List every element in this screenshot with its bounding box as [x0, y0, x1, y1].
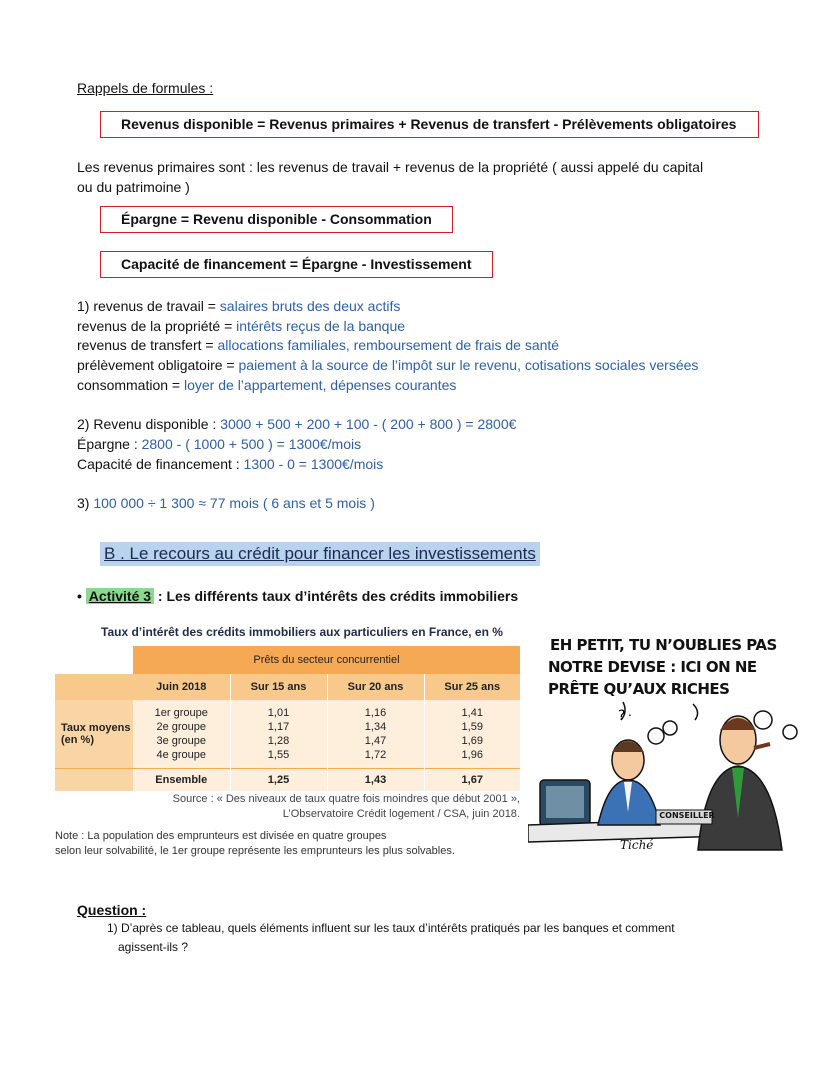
section-b-heading: B . Le recours au crédit pour financer les investissements — [100, 542, 540, 566]
total-cell: 1,43 — [327, 769, 424, 792]
group-label: 2e groupe — [156, 721, 207, 733]
group-label: 1er groupe — [154, 707, 208, 719]
answer-1-line — [77, 296, 400, 316]
table-cell: 1,17 — [267, 721, 290, 733]
table-cell: 1,47 — [364, 735, 387, 747]
table-cell: 1,16 — [364, 707, 387, 719]
table-cell: 1,55 — [267, 749, 290, 761]
answer-value: 3000 + 500 + 200 + 100 - ( 200 + 800 ) = 2800€ — [220, 416, 517, 432]
answer-label: revenus de la propriété = — [77, 318, 237, 334]
svg-text:.: . — [628, 705, 632, 719]
primary-income-text-1: Les revenus primaires sont : les revenus de travail + revenus de la propriété ( aussi appelé du capital — [77, 159, 704, 175]
row-header: Taux moyens (en %) — [55, 700, 133, 769]
question-1-line-1: 1) D’après ce tableau, quels éléments influent sur les taux d’intérêts pratiqués par les banques et comment — [107, 921, 675, 935]
activity-heading — [77, 586, 518, 606]
table-cell: 1,72 — [364, 749, 387, 761]
values-25 — [424, 700, 520, 769]
answer-value: allocations familiales, remboursement de frais de santé — [217, 337, 560, 353]
answer-value: paiement à la source de l’impôt sur le revenu, cotisations sociales versées — [238, 357, 699, 373]
formula-savings: Épargne = Revenu disponible - Consommation — [100, 206, 453, 233]
answer-value: 100 000 ÷ 1 300 ≈ 77 mois ( 6 ans et 5 mois ) — [93, 495, 375, 511]
activity-title: : Les différents taux d’intérêts des crédits immobiliers — [154, 588, 519, 604]
total-cell: 1,25 — [230, 769, 327, 792]
group-header: Prêts du secteur concurrentiel — [133, 646, 520, 674]
table-note — [55, 829, 455, 859]
answer-value: 2800 - ( 1000 + 500 ) = 1300€/mois — [141, 436, 362, 452]
group-labels — [133, 700, 230, 769]
table-cell: 1,41 — [461, 707, 483, 719]
formula-disposable-income: Revenus disponible = Revenus primaires + Revenus de transfert - Prélèvements obligatoires — [100, 111, 759, 138]
table-cell: 1,28 — [267, 735, 290, 747]
answer-2-line — [77, 454, 383, 474]
table-cell: 1,01 — [267, 707, 290, 719]
cartoon — [528, 630, 818, 862]
answer-label: Épargne : — [77, 436, 142, 452]
group-label: 4e groupe — [156, 749, 207, 761]
answer-1-line — [77, 355, 698, 375]
answer-1-line — [77, 375, 456, 395]
table-source — [120, 792, 520, 822]
bullet: • — [77, 588, 82, 604]
note-line: Note : La population des emprunteurs est divisée en quatre groupes — [55, 830, 387, 842]
answer-2-line — [77, 414, 516, 434]
table-cell: 1,34 — [364, 721, 387, 733]
formula-financing-capacity: Capacité de financement = Épargne - Investissement — [100, 251, 493, 278]
answer-label: 3) — [77, 495, 94, 511]
answer-label: 2) Revenu disponible : — [77, 416, 221, 432]
answer-label: prélèvement obligatoire = — [77, 357, 239, 373]
values-15 — [230, 700, 327, 769]
column-header: Sur 25 ans — [424, 674, 520, 700]
question-title: Question : — [77, 902, 147, 918]
answer-value: loyer de l’appartement, dépenses courantes — [184, 377, 457, 393]
table-corner — [55, 646, 133, 674]
activity-tag: Activité 3 — [86, 588, 154, 604]
answer-value: intérêts reçus de la banque — [236, 318, 406, 334]
total-cell: 1,67 — [424, 769, 520, 792]
answer-value: salaires bruts des deux actifs — [219, 298, 401, 314]
answer-1-line — [77, 335, 559, 355]
recall-title: Rappels de formules : — [77, 80, 214, 96]
row-header-empty — [55, 769, 133, 792]
svg-text:?: ? — [618, 708, 626, 724]
values-20 — [327, 700, 424, 769]
cartoon-drawing — [528, 700, 818, 860]
cartoon-speech-line: NOTRE DEVISE : ICI ON NE — [548, 658, 757, 676]
table-title: Taux d’intérêt des crédits immobiliers aux particuliers en France, en % — [101, 625, 503, 639]
total-label: Ensemble — [133, 769, 230, 792]
cartoon-signature: Tiché — [620, 838, 654, 852]
answer-3-line — [77, 493, 375, 513]
answer-1-line — [77, 316, 405, 336]
answer-2-line — [77, 434, 361, 454]
note-line: selon leur solvabilité, le 1er groupe représente les emprunteurs les plus solvables. — [55, 845, 455, 857]
group-label: 3e groupe — [156, 735, 207, 747]
cartoon-speech-line: PRÊTE QU’AUX RICHES — [548, 680, 730, 698]
answer-label: 1) revenus de travail = — [77, 298, 220, 314]
answer-label: consommation = — [77, 377, 184, 393]
table-cell: 1,96 — [461, 749, 483, 761]
rates-table — [55, 646, 520, 791]
answer-label: Capacité de financement : — [77, 456, 244, 472]
table-cell: 1,69 — [461, 735, 483, 747]
column-header: Juin 2018 — [156, 681, 207, 693]
cartoon-sign: CONSEILLER — [659, 811, 715, 820]
question-1-line-2: agissent-ils ? — [118, 940, 189, 954]
source-line: L’Observatoire Crédit logement / CSA, juin 2018. — [282, 808, 520, 820]
column-header: Sur 15 ans — [230, 674, 327, 700]
primary-income-text-2: ou du patrimoine ) — [77, 179, 190, 195]
table-cell: 1,59 — [461, 721, 483, 733]
answer-value: 1300 - 0 = 1300€/mois — [243, 456, 384, 472]
cartoon-speech-line: EH PETIT, TU N’OUBLIES PAS — [550, 636, 777, 654]
source-line: Source : « Des niveaux de taux quatre fois moindres que début 2001 », — [172, 793, 520, 805]
answer-label: revenus de transfert = — [77, 337, 218, 353]
table-corner — [55, 674, 133, 700]
column-header: Sur 20 ans — [327, 674, 424, 700]
